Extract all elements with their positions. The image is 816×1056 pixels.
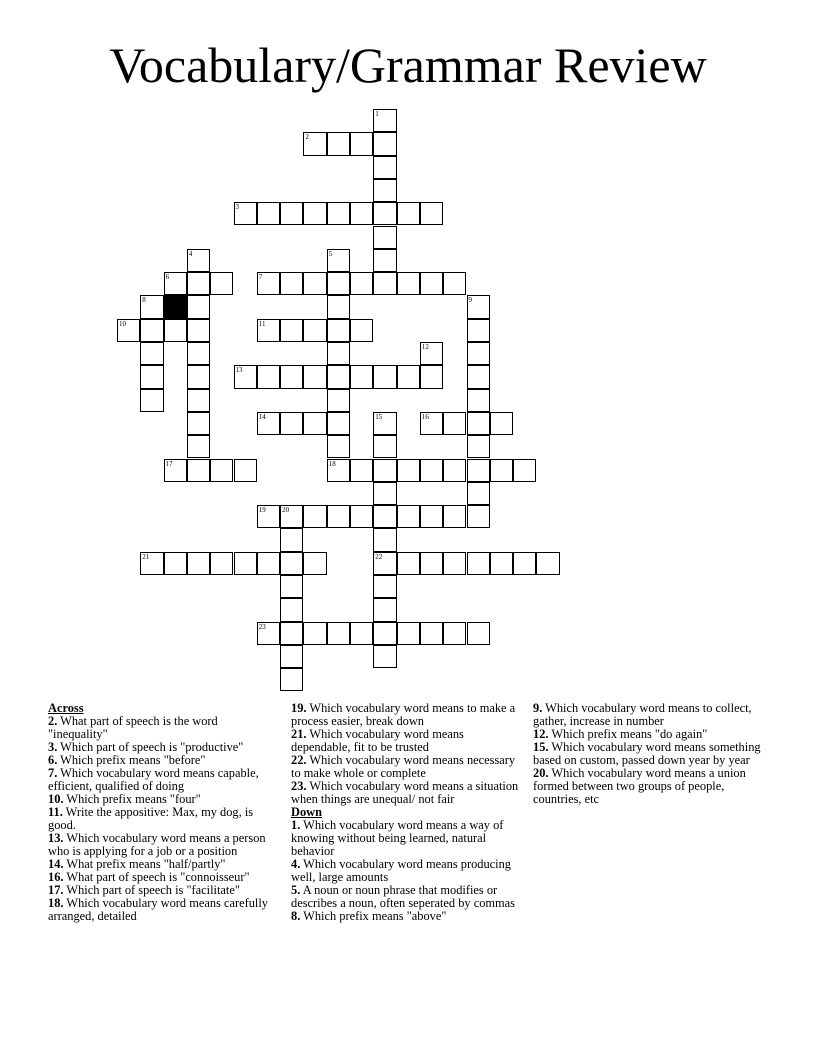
grid-cell[interactable] [467,505,490,528]
grid-cell[interactable] [327,505,350,528]
grid-cell[interactable] [420,459,443,482]
grid-cell[interactable] [467,295,490,318]
clue-text: Which vocabulary word means a way of knowing without being learned, natural behavior [291,818,504,858]
clue-text: Which prefix means "four" [63,792,201,806]
grid-cell[interactable] [350,319,373,342]
grid-cell[interactable] [257,412,280,435]
across-heading: Across [48,701,84,715]
clue-number: 22 [375,552,383,561]
grid-cell[interactable] [350,365,373,388]
grid-cell[interactable] [420,622,443,645]
grid-cell[interactable] [350,505,373,528]
grid-cell[interactable] [327,389,350,412]
grid-cell[interactable] [210,272,233,295]
grid-cell[interactable] [140,319,163,342]
clue-number-label: 14. [48,857,64,871]
clue-number-label: 11. [48,805,63,819]
clue-text: Which vocabulary word means something based on custom, passed down year by year [533,740,761,767]
page-title: Vocabulary/Grammar Review [109,37,707,93]
clue-text: Which prefix means "before" [57,753,206,767]
across-clue-list-continued [291,702,519,806]
grid-cell[interactable] [140,365,163,388]
grid-cell[interactable] [373,226,396,249]
clues-column-3 [533,702,765,806]
grid-cell[interactable] [187,459,210,482]
clue-text: Which vocabulary word means capable, efficient, qualified of doing [48,766,259,793]
clue-item [48,806,270,832]
grid-cell[interactable] [350,622,373,645]
grid-cell[interactable] [140,342,163,365]
grid-cell[interactable] [373,179,396,202]
grid-cell[interactable] [327,622,350,645]
clue-number-label: 8. [291,909,301,923]
clue-number: 4 [188,249,193,258]
clue-item [291,702,519,728]
grid-cell[interactable] [234,459,257,482]
clue-number-label: 3. [48,740,58,754]
grid-cell[interactable] [140,295,163,318]
grid-cell[interactable] [234,202,257,225]
clue-number: 8 [142,296,146,305]
clue-number: 13 [235,366,243,375]
grid-cell[interactable] [373,249,396,272]
grid-cell[interactable] [280,575,303,598]
grid-cell[interactable] [280,365,303,388]
clue-number-label: 4. [291,857,301,871]
clue-number-label: 9. [533,701,543,715]
clue-text: Which part of speech is "productive" [57,740,244,754]
clue-number: 17 [165,459,173,468]
grid-cell[interactable] [467,365,490,388]
grid-cell[interactable] [373,598,396,621]
clue-number: 15 [375,412,383,421]
grid-cell[interactable] [327,459,350,482]
grid-cell[interactable] [397,459,420,482]
clue-item [48,715,270,741]
grid-cell[interactable] [187,249,210,272]
grid-cell[interactable] [373,132,396,155]
clue-number-label: 16. [48,870,64,884]
clue-item [291,819,519,858]
grid-cell[interactable] [373,156,396,179]
grid-cell[interactable] [490,412,513,435]
clue-number: 6 [165,273,170,282]
grid-cell[interactable] [187,389,210,412]
grid-cell[interactable] [373,505,396,528]
grid-cell[interactable] [513,552,536,575]
clue-number: 16 [421,412,429,421]
grid-cell[interactable] [303,272,326,295]
grid-cell[interactable] [117,319,140,342]
grid-cell[interactable] [373,645,396,668]
grid-cell[interactable] [350,132,373,155]
grid-cell[interactable] [210,459,233,482]
grid-cell[interactable] [467,482,490,505]
clue-text: Write the appositive: Max, my dog, is good. [48,805,254,832]
grid-cell[interactable] [164,552,187,575]
clue-number: 20 [282,506,290,515]
grid-cell[interactable] [420,505,443,528]
clue-text: What prefix means "half/partly" [63,857,226,871]
clue-number: 18 [328,459,336,468]
clue-item [533,741,765,767]
grid-cell[interactable] [350,272,373,295]
grid-cell[interactable] [140,552,163,575]
grid-cell[interactable] [280,505,303,528]
grid-cell[interactable] [303,412,326,435]
grid-cell[interactable] [257,202,280,225]
clue-number-label: 20. [533,766,549,780]
grid-cell[interactable] [303,505,326,528]
grid-cell[interactable] [257,272,280,295]
grid-cell[interactable] [373,622,396,645]
clue-text: Which part of speech is "facilitate" [63,883,240,897]
clue-text: Which vocabulary word means a union formed between two groups of people, countries, etc [533,766,746,806]
grid-cell[interactable] [420,342,443,365]
grid-cell[interactable] [490,552,513,575]
grid-cell[interactable] [280,622,303,645]
clue-item [291,884,519,910]
clue-text: Which vocabulary word means dependable, fit to be trusted [291,727,464,754]
grid-cell[interactable] [164,272,187,295]
clues-column-2 [291,702,519,923]
clue-number: 2 [305,133,309,142]
clue-number-label: 10. [48,792,64,806]
clue-item [291,728,519,754]
clue-number: 5 [328,249,333,258]
grid-cell[interactable] [373,365,396,388]
grid-cell[interactable] [280,552,303,575]
clue-text: Which vocabulary word means a person who is applying for a job or a position [48,831,266,858]
clue-item [291,780,519,806]
grid-cell[interactable] [373,459,396,482]
clue-text: A noun or noun phrase that modifies or describes a noun, often seperated by commas [291,883,515,910]
grid-cell[interactable] [187,319,210,342]
across-clue-list [48,715,270,923]
grid-cell[interactable] [140,389,163,412]
grid-cell[interactable] [257,505,280,528]
grid-cell[interactable] [467,435,490,458]
grid-cell[interactable] [164,459,187,482]
grid-cell[interactable] [467,342,490,365]
grid-cell[interactable] [327,319,350,342]
grid-cell[interactable] [187,435,210,458]
grid-cell[interactable] [164,319,187,342]
grid-cell[interactable] [443,552,466,575]
grid-cell[interactable] [187,552,210,575]
grid-cell[interactable] [443,505,466,528]
clues-column-1 [48,702,270,923]
down-clue-list [291,819,519,923]
grid-cell[interactable] [210,552,233,575]
clue-number-label: 15. [533,740,549,754]
grid-cell[interactable] [420,365,443,388]
grid-cell[interactable] [327,272,350,295]
clue-number-label: 1. [291,818,301,832]
clue-text: Which vocabulary word means carefully arranged, detailed [48,896,268,923]
grid-cell[interactable] [373,482,396,505]
clue-item [48,767,270,793]
grid-cell[interactable] [280,645,303,668]
clue-text: What part of speech is "connoisseur" [63,870,250,884]
clue-number: 21 [142,552,150,561]
grid-cell[interactable] [327,412,350,435]
clue-text: Which prefix means "above" [300,909,447,923]
grid-cell[interactable] [187,342,210,365]
clue-item [533,702,765,728]
clue-text: What part of speech is the word "inequality" [48,714,218,741]
grid-cell[interactable] [420,272,443,295]
grid-cell[interactable] [303,552,326,575]
grid-cell[interactable] [280,202,303,225]
grid-cell[interactable] [234,552,257,575]
grid-cell[interactable] [420,412,443,435]
grid-cell[interactable] [513,459,536,482]
clue-number: 3 [235,203,239,212]
grid-cell[interactable] [234,365,257,388]
grid-cell[interactable] [373,109,396,132]
grid-cell[interactable] [187,365,210,388]
grid-cell[interactable] [303,622,326,645]
clue-text: Which vocabulary word means to collect, gather, increase in number [533,701,752,728]
grid-cell[interactable] [327,365,350,388]
clue-text: Which vocabulary word means necessary to make whole or complete [291,753,516,780]
grid-cell[interactable] [373,575,396,598]
grid-cell[interactable] [443,459,466,482]
grid-cell[interactable] [257,365,280,388]
clue-number-label: 6. [48,753,58,767]
grid-cell[interactable] [303,132,326,155]
clue-item [48,897,270,923]
clue-number: 19 [258,506,266,515]
grid-cell[interactable] [303,202,326,225]
grid-cell[interactable] [280,668,303,691]
clue-number: 12 [421,343,429,351]
clue-number: 14 [258,412,266,421]
grid-cell[interactable] [443,412,466,435]
black-square [164,295,187,318]
grid-cell[interactable] [327,295,350,318]
clue-number-label: 18. [48,896,64,910]
clue-text: Which vocabulary word means to make a process easier, break down [291,701,516,728]
clue-text: Which vocabulary word means a situation when things are unequal/ not fair [291,779,519,806]
grid-cell[interactable] [187,272,210,295]
clue-number-label: 7. [48,766,58,780]
clue-number-label: 22. [291,753,307,767]
grid-cell[interactable] [327,342,350,365]
clue-number-label: 13. [48,831,64,845]
grid-cell[interactable] [280,528,303,551]
grid-cell[interactable] [420,202,443,225]
grid-cell[interactable] [257,319,280,342]
grid-cell[interactable] [280,598,303,621]
grid-cell[interactable] [443,272,466,295]
grid-cell[interactable] [467,459,490,482]
clue-number-label: 5. [291,883,301,897]
clue-text: Which vocabulary word means producing well, large amounts [291,857,511,884]
down-clue-list-continued [533,702,765,806]
clue-number: 11 [258,319,266,328]
grid-cell[interactable] [467,319,490,342]
clue-text: Which prefix means "do again" [548,727,708,741]
grid-cell[interactable] [327,132,350,155]
grid-cell[interactable] [397,272,420,295]
grid-cell[interactable] [397,622,420,645]
grid-cell[interactable] [280,272,303,295]
grid-cell[interactable] [373,272,396,295]
grid-cell[interactable] [187,295,210,318]
grid-cell[interactable] [443,622,466,645]
grid-cell[interactable] [303,319,326,342]
grid-cell[interactable] [373,528,396,551]
grid-cell[interactable] [397,552,420,575]
grid-cell[interactable] [536,552,559,575]
grid-cell[interactable] [373,202,396,225]
down-heading: Down [291,805,322,819]
grid-cell[interactable] [327,249,350,272]
grid-cell[interactable] [280,319,303,342]
clue-number-label: 2. [48,714,58,728]
clue-number: 23 [258,622,266,631]
clue-item [533,767,765,806]
clue-number: 7 [258,273,263,282]
grid-cell[interactable] [397,365,420,388]
grid-cell[interactable] [373,435,396,458]
grid-cell[interactable] [373,552,396,575]
grid-cell[interactable] [303,365,326,388]
clue-number-label: 23. [291,779,307,793]
grid-cell[interactable] [467,552,490,575]
grid-cell[interactable] [420,552,443,575]
clue-number: 9 [468,296,472,305]
grid-cell[interactable] [257,622,280,645]
clue-item [48,832,270,858]
grid-cell[interactable] [350,459,373,482]
grid-cell[interactable] [280,412,303,435]
grid-cell[interactable] [187,412,210,435]
clue-number-label: 21. [291,727,307,741]
clue-number-label: 17. [48,883,64,897]
grid-cell[interactable] [490,459,513,482]
grid-cell[interactable] [467,622,490,645]
grid-cell[interactable] [397,505,420,528]
clue-item [291,858,519,884]
clue-number: 1 [375,110,379,118]
grid-cell[interactable] [467,412,490,435]
clue-number-label: 19. [291,701,307,715]
clue-item [291,754,519,780]
grid-cell[interactable] [327,202,350,225]
clue-number: 10 [119,319,126,328]
grid-cell[interactable] [257,552,280,575]
grid-cell[interactable] [350,202,373,225]
grid-cell[interactable] [373,412,396,435]
grid-cell[interactable] [467,389,490,412]
grid-cell[interactable] [397,202,420,225]
grid-cell[interactable] [327,435,350,458]
clue-number-label: 12. [533,727,549,741]
clue-item [291,910,519,923]
